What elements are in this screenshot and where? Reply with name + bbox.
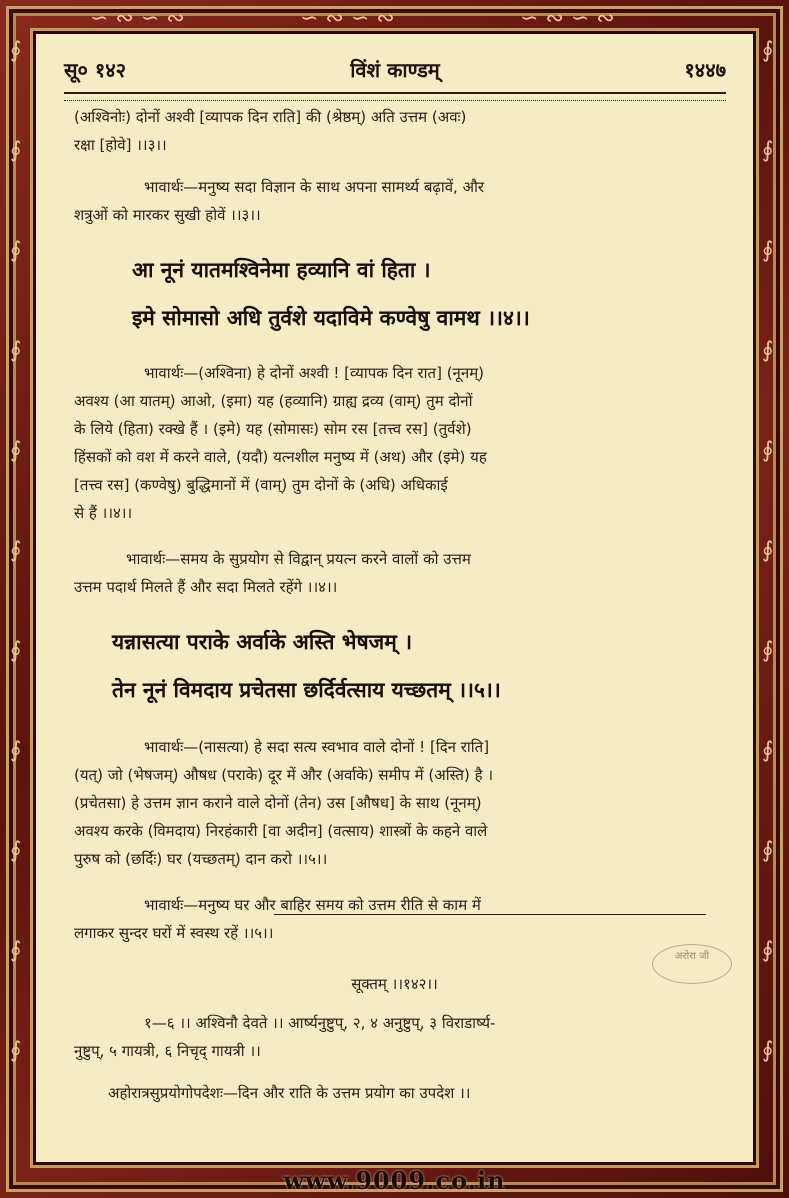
paragraph-line: शत्रुओं को मारकर सुखी होवें ।।३।। xyxy=(74,206,261,224)
swirl-ornament-icon: ∮ xyxy=(10,938,22,963)
swirl-ornament-icon: ∮ xyxy=(10,338,22,363)
sukta-heading: सूक्तम् ।।१४२।। xyxy=(351,975,438,993)
swirl-ornament-icon: ∮ xyxy=(762,338,774,363)
page-header xyxy=(64,56,726,86)
mantra-line: तेन नूनं विमदाय प्रचेतसा छर्दिर्वत्साय यच्छतम् ।।५।। xyxy=(112,678,501,702)
paragraph-line: (प्रचेतसा) हे उत्तम ज्ञान कराने वाले दोनों (तेन) उस [औषध] के साथ (नूनम्) xyxy=(74,794,482,812)
page-number: १४४७ xyxy=(684,58,726,82)
swirl-ornament-icon: ∮ xyxy=(10,738,22,763)
swirl-ornament-icon: ∮ xyxy=(762,638,774,663)
swirl-ornament-icon: ∽ ∾ ∽ ∾ xyxy=(520,6,615,31)
swirl-ornament-icon: ∮ xyxy=(762,738,774,763)
paragraph-line: भावार्थः—समय के सुप्रयोग से विद्वान् प्रयत्न करने वालों को उत्तम xyxy=(126,550,471,568)
website-url: www.9009.co.in xyxy=(283,1166,506,1195)
paragraph-line: लगाकर सुन्दर घरों में स्वस्थ रहें ।।५।। xyxy=(74,924,274,942)
swirl-ornament-icon: ∮ xyxy=(762,438,774,463)
swirl-ornament-icon: ∮ xyxy=(10,138,22,163)
swirl-ornament-icon: ∽ ∾ ∽ ∾ xyxy=(300,6,395,31)
swirl-ornament-icon: ∽ ∾ ∽ ∾ xyxy=(90,6,185,31)
handwritten-note: अरोरा जी xyxy=(652,944,732,984)
paragraph-line: भावार्थः—(अश्विना) हे दोनों अश्वी ! [व्यापक दिन रात] (नूनम्) xyxy=(144,364,485,382)
swirl-ornament-icon: ∮ xyxy=(762,1038,774,1063)
paragraph-line: (अश्विनोः) दोनों अश्वी [व्यापक दिन राति] की (श्रेष्ठम्) अति उत्तम (अवः) xyxy=(74,108,467,126)
paragraph-line: हिंसकों को वश में करने वाले, (यदौ) यत्नशील मनुष्य में (अथ) और (इमे) यह xyxy=(74,448,487,466)
index-line: नुष्टुप्, ५ गायत्री, ६ निचृद् गायत्री ।। xyxy=(74,1042,261,1060)
swirl-ornament-icon: ∮ xyxy=(10,238,22,263)
swirl-ornament-icon: ∮ xyxy=(10,1038,22,1063)
swirl-ornament-icon: ∮ xyxy=(762,138,774,163)
swirl-ornament-icon: ∮ xyxy=(10,838,22,863)
sukta-number: सू० १४२ xyxy=(64,58,127,82)
swirl-ornament-icon: ∮ xyxy=(762,938,774,963)
swirl-ornament-icon: ∮ xyxy=(10,438,22,463)
paragraph-line: पुरुष को (छर्दिः) घर (यच्छतम्) दान करो ।।५।। xyxy=(74,850,328,868)
mantra-line: इमे सोमासो अधि तुर्वशे यदाविमे कण्वेषु वामथ ।।४।। xyxy=(132,306,530,330)
paragraph-line: अवश्य (आ यातम्) आओ, (इमा) यह (हव्यानि) ग्राह्य द्रव्य (वाम्) तुम दोनों xyxy=(74,392,473,410)
paragraph-line: से हैं ।।४।। xyxy=(74,504,133,522)
paragraph-line: के लिये (हिता) रक्खे हैं । (इमे) यह (सोमासः) सोम रस [तत्त्व रस] (तुर्वशे) xyxy=(74,420,472,438)
mantra-line: यन्नासत्या पराके अर्वाके अस्ति भेषजम् । xyxy=(112,630,413,654)
paragraph-line: उत्तम पदार्थ मिलते हैं और सदा मिलते रहेंगे ।।४।। xyxy=(74,578,338,596)
document-page xyxy=(36,34,753,1162)
swirl-ornament-icon: ∮ xyxy=(10,638,22,663)
paragraph-line: भावार्थः—मनुष्य घर और बाहिर समय को उत्तम रीति से काम में xyxy=(144,896,481,914)
kanda-title: विंशं काण्डम् xyxy=(350,58,440,82)
hand-underline xyxy=(274,914,706,915)
swirl-ornament-icon: ∮ xyxy=(10,538,22,563)
swirl-ornament-icon: ∮ xyxy=(762,538,774,563)
paragraph-line: (यत्) जो (भेषजम्) औषध (पराके) दूर में और (अर्वाके) समीप में (अस्ति) है । xyxy=(74,766,494,784)
paragraph-line: भावार्थः—(नासत्या) हे सदा सत्य स्वभाव वाले दोनों ! [दिन राति] xyxy=(144,738,490,756)
paragraph-line: [तत्त्व रस] (कण्वेषु) बुद्धिमानों में (वाम्) तुम दोनों के (अधि) अधिकाई xyxy=(74,476,448,494)
paragraph-line: रक्षा [होवे] ।।३।। xyxy=(74,136,167,154)
paragraph-line: अवश्य करके (विमदाय) निरहंकारी [वा अदीन] (वत्साय) शास्त्रों के कहने वाले xyxy=(74,822,488,840)
swirl-ornament-icon: ∮ xyxy=(10,38,22,63)
index-line: १—६ ।। अश्विनौ देवते ।। आर्ष्यनुष्टुप्, २, ४ अनुष्टुप्, ३ विराडार्ष्य- xyxy=(144,1014,496,1032)
subject-line: अहोरात्रसुप्रयोगोपदेशः—दिन और राति के उत्तम प्रयोग का उपदेश ।। xyxy=(108,1084,471,1102)
mantra-line: आ नूनं यातमश्विनेमा हव्यानि वां हिता । xyxy=(132,258,431,282)
header-rule xyxy=(64,92,726,101)
swirl-ornament-icon: ∮ xyxy=(762,238,774,263)
swirl-ornament-icon: ∮ xyxy=(762,838,774,863)
paragraph-line: भावार्थः—मनुष्य सदा विज्ञान के साथ अपना सामर्थ्य बढ़ावें, और xyxy=(144,178,485,196)
swirl-ornament-icon: ∮ xyxy=(762,38,774,63)
